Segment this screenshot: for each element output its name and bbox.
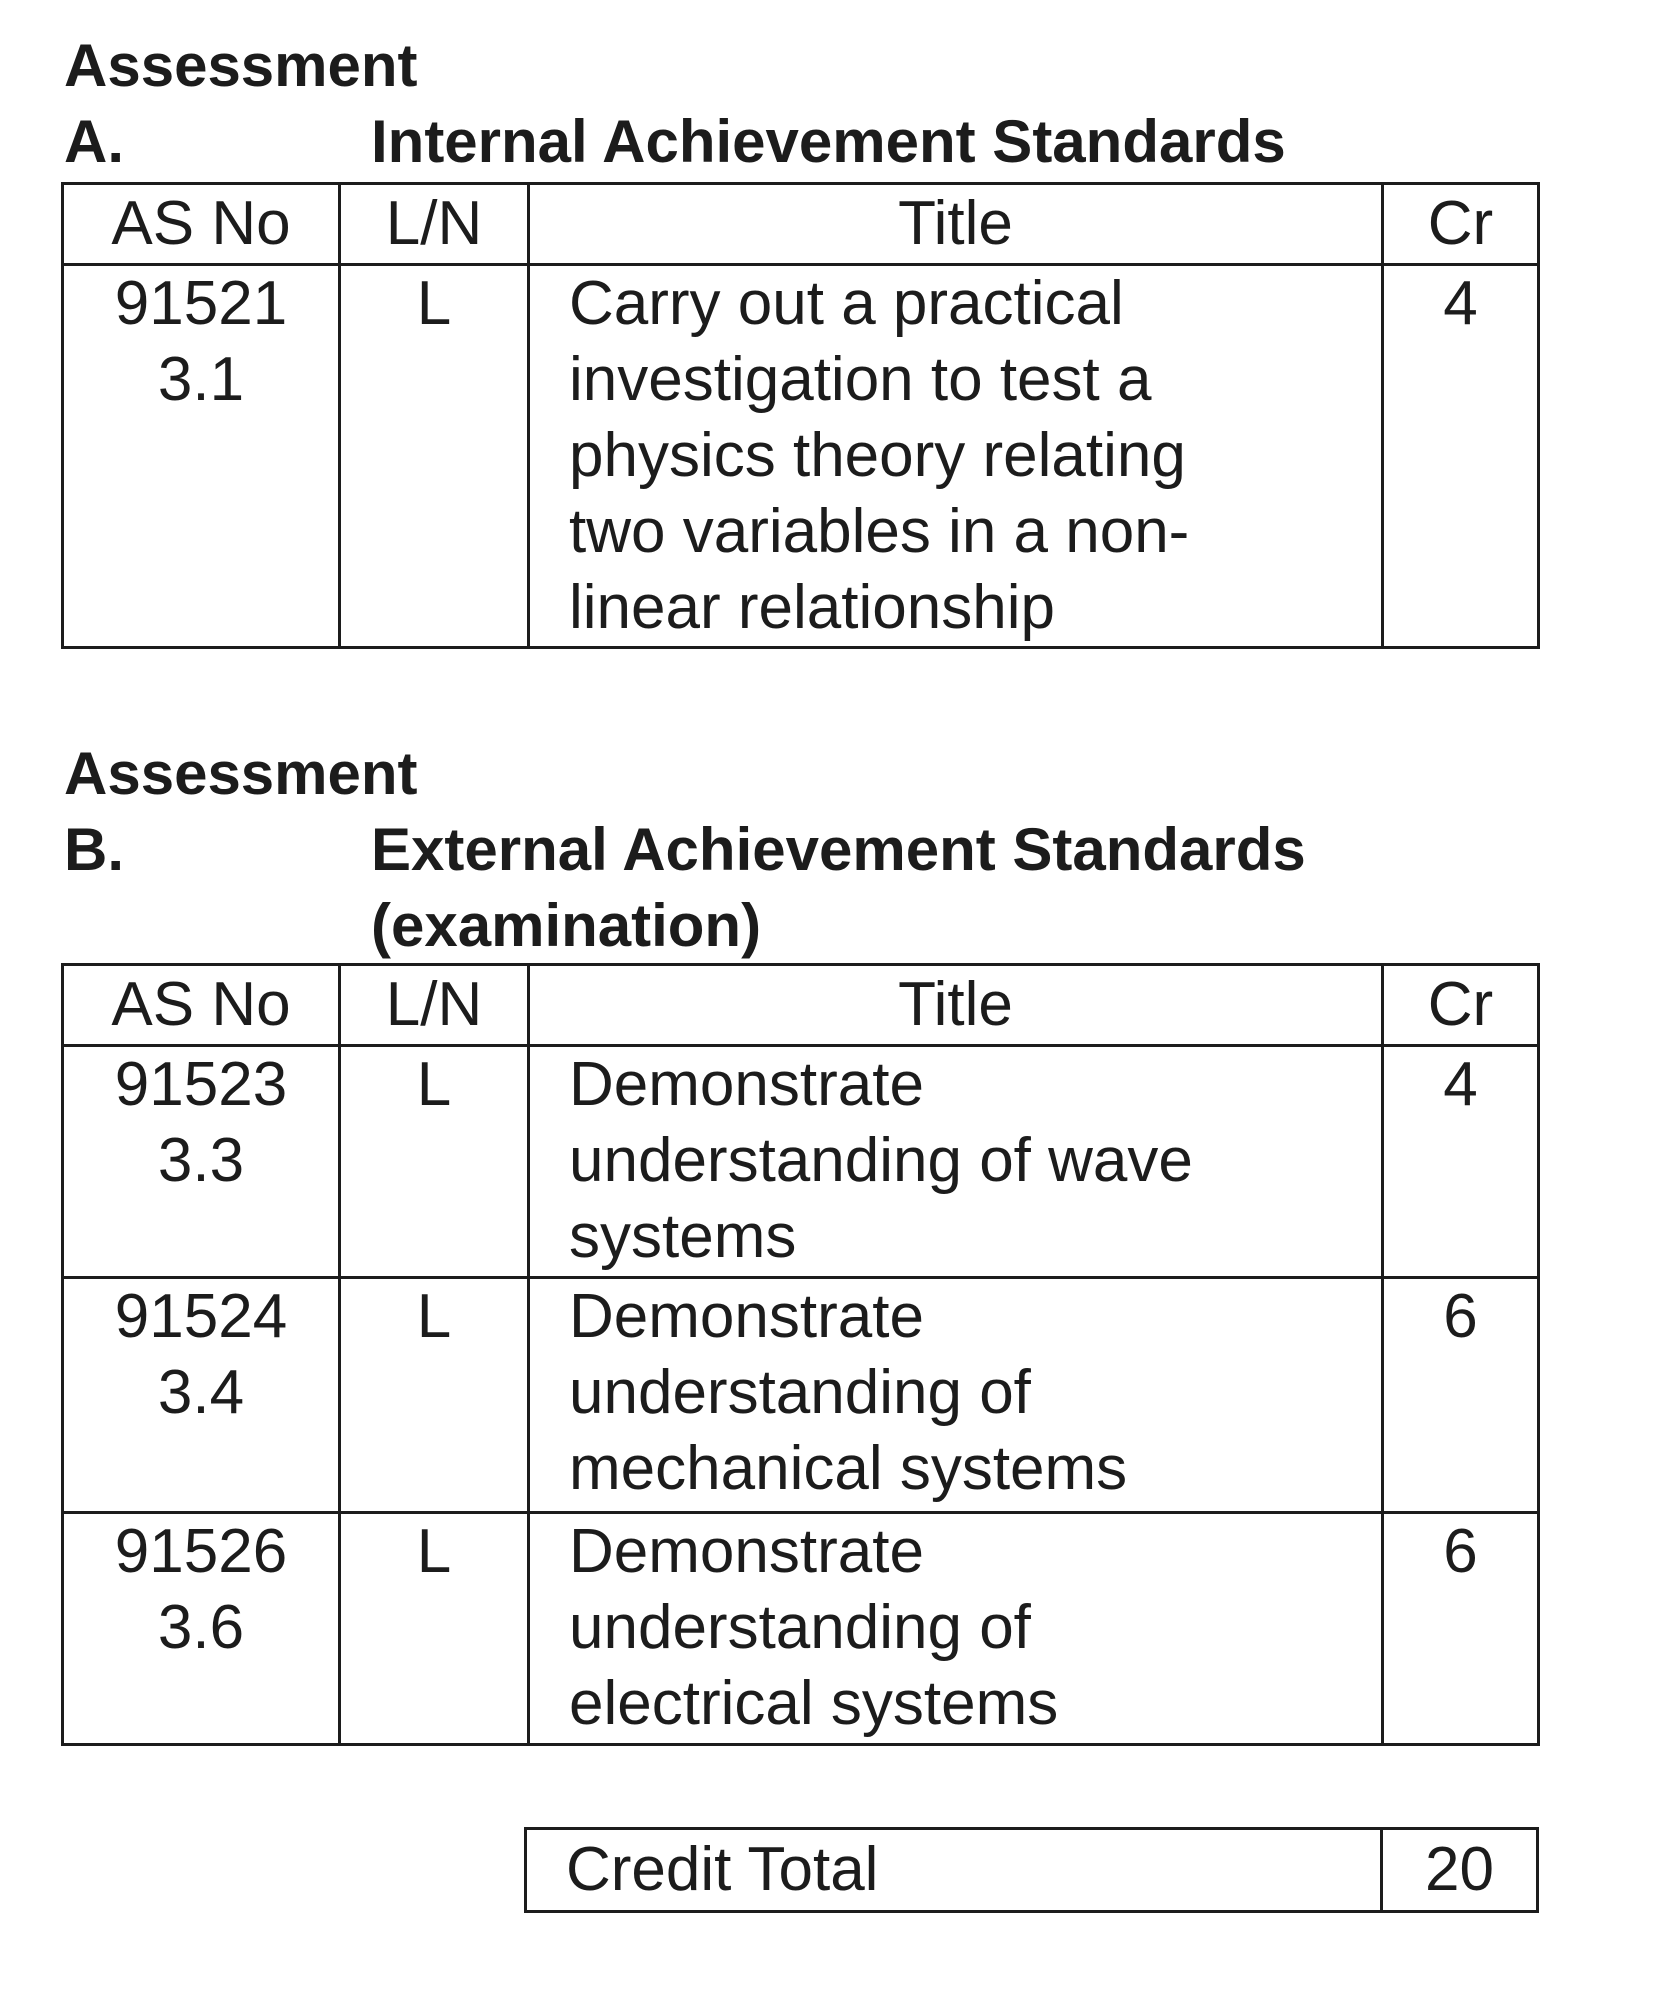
as-number-cell <box>63 265 340 648</box>
column-header-title: Title <box>529 184 1383 265</box>
credit-cell: 4 <box>1383 1046 1539 1278</box>
table-row <box>63 265 1539 648</box>
table-row <box>63 1046 1539 1278</box>
column-header-as-no: AS No <box>63 965 340 1046</box>
title-cell: Demonstrate understanding of electrical systems <box>529 1513 1383 1745</box>
section-b-letter: B. <box>64 816 124 883</box>
column-header-cr: Cr <box>1383 184 1539 265</box>
as-level: 3.6 <box>157 1593 245 1662</box>
credit-total-value: 20 <box>1382 1829 1538 1912</box>
credit-total-label: Credit Total <box>526 1829 1382 1912</box>
as-level: 3.1 <box>157 345 245 414</box>
as-number: 91521 <box>114 269 288 338</box>
table-row <box>63 1278 1539 1513</box>
credit-total-table <box>524 1827 1539 1913</box>
table-header-row <box>63 965 1539 1046</box>
ln-cell: L <box>340 1513 529 1745</box>
as-level: 3.4 <box>157 1358 245 1427</box>
column-header-ln: L/N <box>340 965 529 1046</box>
title-cell: Demonstrate understanding of mechanical systems <box>529 1278 1383 1513</box>
as-number: 91523 <box>114 1050 288 1119</box>
internal-standards-table <box>61 182 1540 649</box>
credit-cell: 4 <box>1383 265 1539 648</box>
column-header-ln: L/N <box>340 184 529 265</box>
credit-cell: 6 <box>1383 1278 1539 1513</box>
section-b-heading-label: Assessment <box>64 740 418 807</box>
title-cell: Carry out a practical investigation to test a physics theory relating two variables in a non-linear relationship <box>529 265 1383 648</box>
table-header-row <box>63 184 1539 265</box>
as-number: 91524 <box>114 1282 288 1351</box>
section-b-subtitle: External Achievement Standards <box>371 816 1306 883</box>
ln-cell: L <box>340 1046 529 1278</box>
section-a-letter: A. <box>64 108 124 175</box>
as-number-cell <box>63 1278 340 1513</box>
section-a-heading-label: Assessment <box>64 32 418 99</box>
ln-cell: L <box>340 1278 529 1513</box>
column-header-cr: Cr <box>1383 965 1539 1046</box>
column-header-as-no: AS No <box>63 184 340 265</box>
as-number-cell <box>63 1513 340 1745</box>
section-a-subtitle: Internal Achievement Standards <box>371 108 1286 175</box>
title-cell: Demonstrate understanding of wave systems <box>529 1046 1383 1278</box>
column-header-title: Title <box>529 965 1383 1046</box>
section-b-subtitle-line2: (examination) <box>371 892 762 959</box>
credit-cell: 6 <box>1383 1513 1539 1745</box>
ln-cell: L <box>340 265 529 648</box>
credit-total-row <box>526 1829 1538 1912</box>
table-row <box>63 1513 1539 1745</box>
external-standards-table <box>61 963 1540 1746</box>
as-level: 3.3 <box>157 1126 245 1195</box>
as-number: 91526 <box>114 1517 288 1586</box>
as-number-cell <box>63 1046 340 1278</box>
